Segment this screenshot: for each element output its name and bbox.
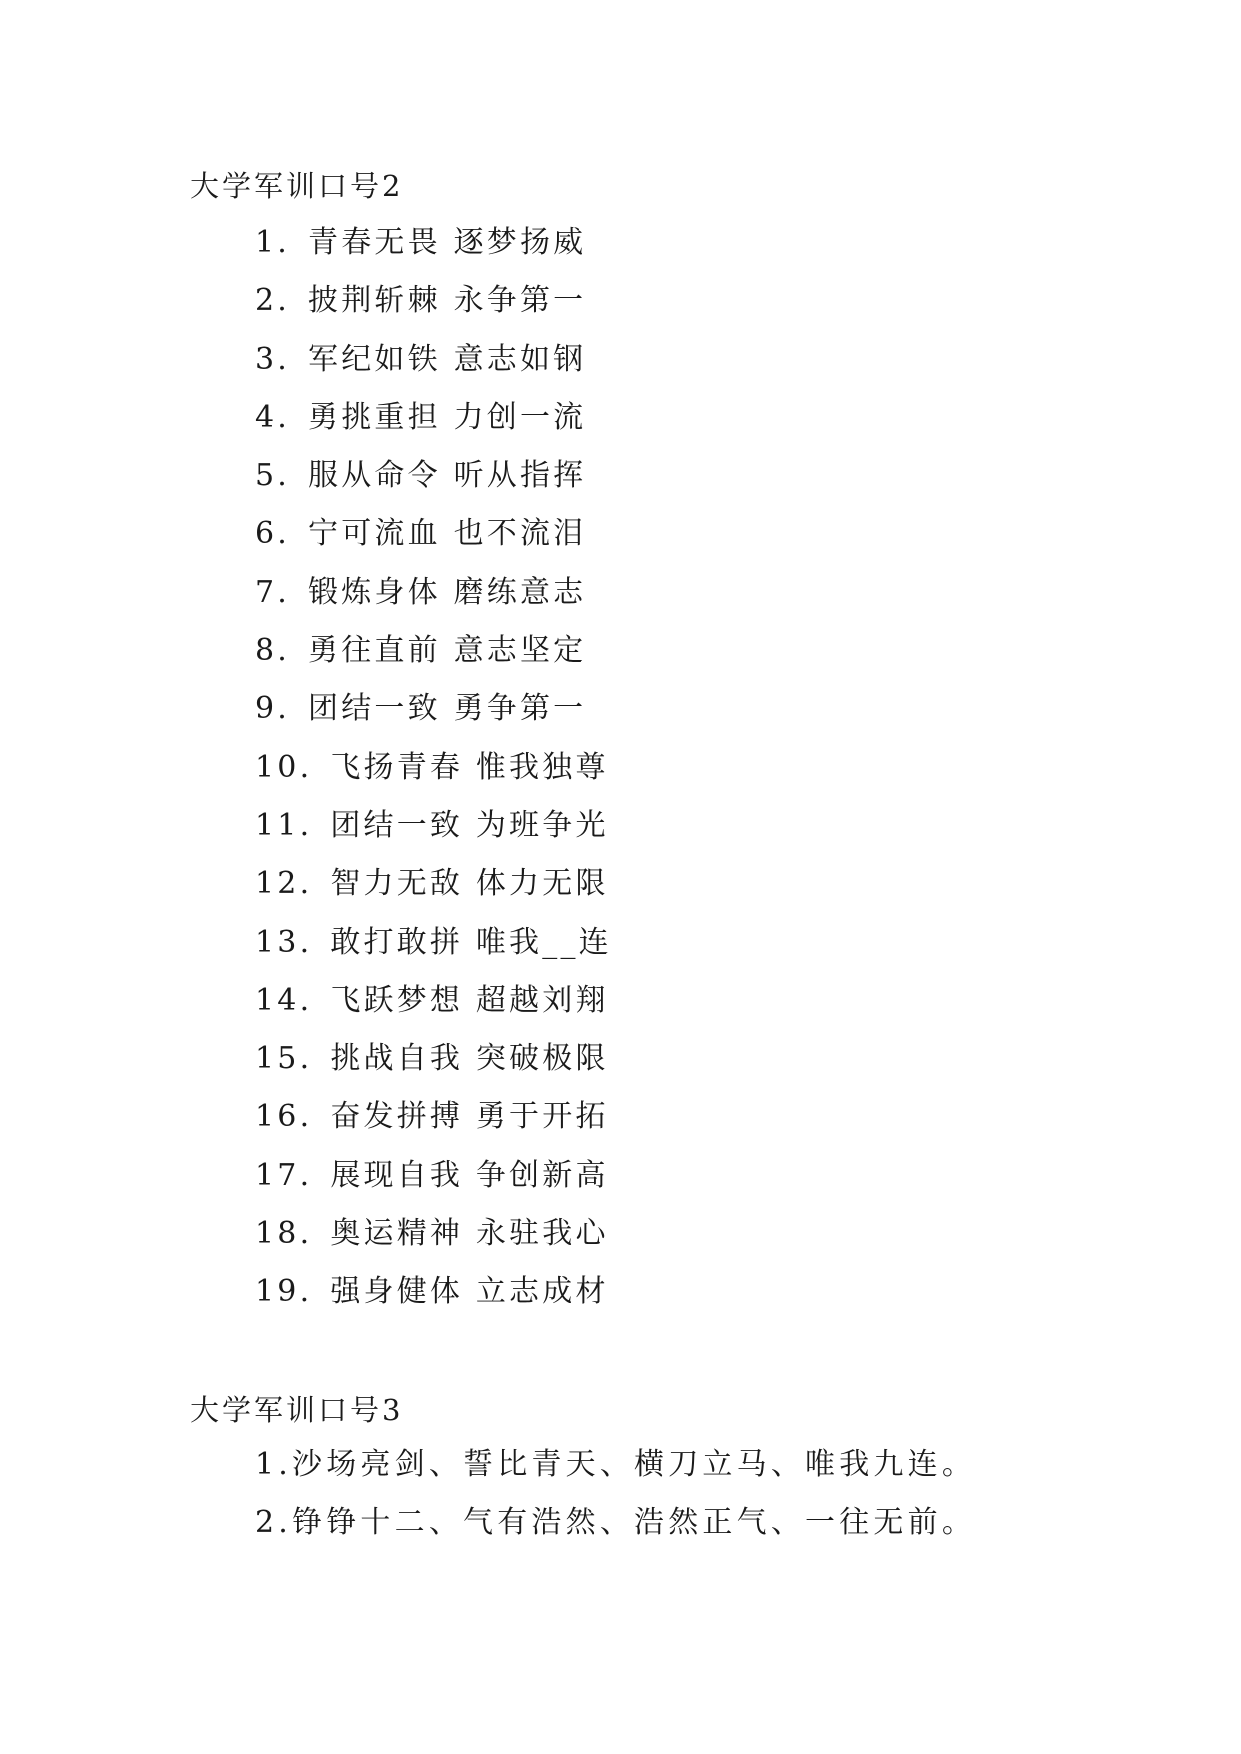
slogan-item: [255, 447, 612, 505]
slogan-number: 8.: [255, 633, 291, 669]
slogan-number: 2.: [255, 283, 291, 319]
slogan-item: [255, 680, 612, 738]
slogan-number: 13.: [255, 924, 313, 960]
slogan-number: 17.: [255, 1157, 313, 1193]
slogan-number: 4.: [255, 399, 291, 435]
slogan-item: [255, 1088, 612, 1146]
slogan-text: 铮铮十二、气有浩然、浩然正气、一往无前。: [292, 1505, 977, 1541]
section-2-slogan-list: [255, 214, 612, 1322]
slogan-item: [255, 622, 612, 680]
slogan-item: [255, 914, 612, 972]
slogan-text: 团结一致 为班争光: [330, 807, 609, 843]
section-3-slogan-list: [255, 1436, 976, 1553]
slogan-item: [255, 739, 612, 797]
slogan-number: 1.: [255, 225, 291, 260]
slogan-text: 服从命令 听从指挥: [308, 458, 587, 494]
slogan-number: 6.: [255, 516, 291, 552]
slogan-text: 智力无敌 体力无限: [330, 866, 609, 902]
slogan-text: 沙场亮剑、誓比青天、横刀立马、唯我九连。: [292, 1447, 977, 1482]
slogan-number: 9.: [255, 691, 291, 727]
slogan-item: [255, 1030, 612, 1088]
slogan-number: 2.: [255, 1505, 293, 1541]
slogan-item: [255, 855, 612, 913]
slogan-item: [255, 1263, 612, 1321]
slogan-item: [255, 389, 612, 447]
slogan-text: 奋发拼搏 勇于开拓: [330, 1099, 609, 1135]
slogan-item: [255, 272, 612, 330]
slogan-item: [255, 505, 612, 563]
slogan-number: 19.: [255, 1274, 313, 1310]
slogan-number: 3.: [255, 341, 291, 377]
slogan-number: 11.: [255, 807, 313, 843]
slogan-text: 飞跃梦想 超越刘翔: [330, 982, 609, 1018]
slogan-item: [255, 1147, 612, 1205]
slogan-text: 奥运精神 永驻我心: [330, 1216, 609, 1252]
slogan-text: 强身健体 立志成材: [330, 1274, 609, 1310]
slogan-text: 军纪如铁 意志如钢: [308, 341, 587, 377]
slogan-text: 挑战自我 突破极限: [330, 1041, 609, 1077]
slogan-text: 飞扬青春 惟我独尊: [330, 749, 609, 785]
slogan-number: 10.: [255, 749, 313, 785]
slogan-number: 16.: [255, 1099, 313, 1135]
slogan-text: 披荆斩棘 永争第一: [308, 283, 587, 319]
slogan-number: 1.: [255, 1447, 293, 1482]
slogan-number: 14.: [255, 982, 313, 1018]
slogan-item: [255, 214, 612, 272]
slogan-number: 5.: [255, 458, 291, 494]
slogan-text: 勇往直前 意志坚定: [308, 633, 587, 669]
slogan-number: 12.: [255, 866, 313, 902]
slogan-item: [255, 331, 612, 389]
slogan-text: 锻炼身体 磨练意志: [308, 574, 587, 610]
slogan-text: 团结一致 勇争第一: [308, 691, 587, 727]
slogan-item: [255, 564, 612, 622]
slogan-text: 青春无畏 逐梦扬威: [308, 225, 587, 260]
slogan-number: 18.: [255, 1216, 313, 1252]
slogan-item: [255, 1436, 976, 1494]
section-3-title: 大学军训口号3: [190, 1393, 404, 1427]
slogan-number: 7.: [255, 574, 291, 610]
slogan-item: [255, 1494, 976, 1552]
slogan-text: 展现自我 争创新高: [330, 1157, 609, 1193]
slogan-item: [255, 1205, 612, 1263]
slogan-item: [255, 797, 612, 855]
slogan-number: 15.: [255, 1041, 313, 1077]
section-2-title: 大学军训口号2: [190, 169, 404, 203]
slogan-text: 勇挑重担 力创一流: [308, 399, 587, 435]
slogan-item: [255, 972, 612, 1030]
slogan-text: 宁可流血 也不流泪: [308, 516, 587, 552]
slogan-text: 敢打敢拼 唯我__连: [330, 924, 612, 960]
